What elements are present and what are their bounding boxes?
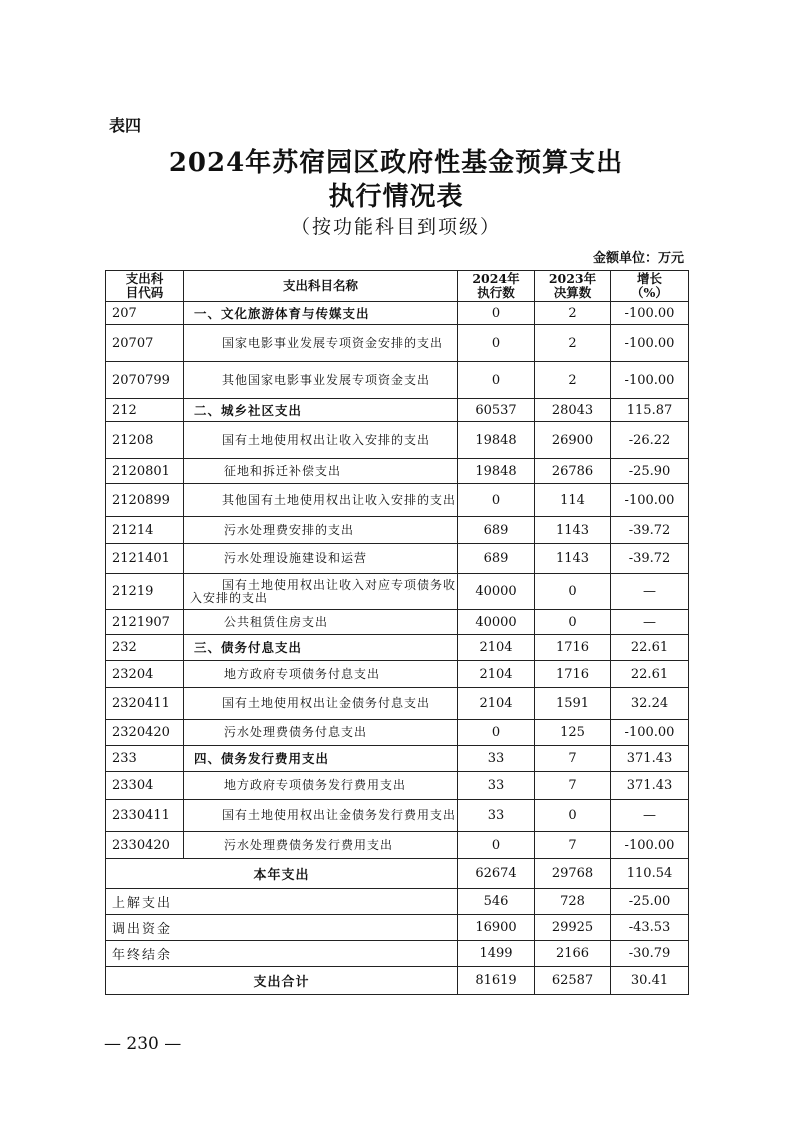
row-value-2024: 0 [458,484,535,517]
row-growth: 115.87 [611,399,689,422]
table-row [106,915,689,941]
row-value-2023: 2 [535,362,611,399]
row-growth: -100.00 [611,832,689,859]
row-growth: 22.61 [611,635,689,661]
row-value-2024: 40000 [458,574,535,610]
row-value-2023: 26900 [535,422,611,459]
table-row [106,362,689,399]
row-value-2023: 1591 [535,688,611,720]
header-2023: 2023年决算数 [535,271,611,302]
row-growth: -25.90 [611,459,689,484]
row-name: 其他国有土地使用权出让收入安排的支出 [184,484,458,517]
row-value-2024: 2104 [458,635,535,661]
row-name: 四、债务发行费用支出 [184,746,458,772]
row-code: 207 [106,302,184,325]
row-growth: -30.79 [611,941,689,967]
row-name: 污水处理设施建设和运营 [184,544,458,574]
row-value-2024: 689 [458,517,535,544]
table-header-row [106,271,689,302]
row-value-2024: 689 [458,544,535,574]
subtotal-value-2023: 29768 [535,859,611,889]
row-value-2024: 19848 [458,422,535,459]
row-growth: -25.00 [611,889,689,915]
row-value-2023: 0 [535,800,611,832]
row-value-2023: 125 [535,720,611,746]
header-growth: 增长（%） [611,271,689,302]
row-value-2023: 1143 [535,517,611,544]
row-name: 地方政府专项债务发行费用支出 [184,772,458,800]
row-name: 污水处理费安排的支出 [184,517,458,544]
row-value-2024: 19848 [458,459,535,484]
row-name: 一、文化旅游体育与传媒支出 [184,302,458,325]
row-growth: -39.72 [611,544,689,574]
row-value-2024: 0 [458,832,535,859]
row-code: 2120801 [106,459,184,484]
row-value-2024: 33 [458,800,535,832]
row-code: 21219 [106,574,184,610]
table-row [106,800,689,832]
table-row [106,610,689,635]
row-value-2024: 40000 [458,610,535,635]
row-code: 233 [106,746,184,772]
row-name: 三、债务付息支出 [184,635,458,661]
table-row [106,459,689,484]
row-value-2023: 28043 [535,399,611,422]
row-name: 国有土地使用权出让收入对应专项债务收入安排的支出 [184,574,458,610]
row-name: 国有土地使用权出让金债务付息支出 [184,688,458,720]
row-growth: 32.24 [611,688,689,720]
table-row [106,325,689,362]
row-code: 212 [106,399,184,422]
row-name: 国有土地使用权出让收入安排的支出 [184,422,458,459]
row-name: 国有土地使用权出让金债务发行费用支出 [184,800,458,832]
row-name: 国家电影事业发展专项资金安排的支出 [184,325,458,362]
page-title: 2024年苏宿园区政府性基金预算支出 [168,148,624,178]
row-value-2024: 0 [458,325,535,362]
table-row [106,484,689,517]
table-label: 表四 [109,116,142,135]
row-code: 23204 [106,661,184,688]
row-code: 21214 [106,517,184,544]
row-growth: — [611,800,689,832]
row-value-2024: 1499 [458,941,535,967]
row-growth: 371.43 [611,746,689,772]
subtotal-growth: 110.54 [611,859,689,889]
total-label: 支出合计 [106,967,458,995]
row-growth: 371.43 [611,772,689,800]
row-code: 2320420 [106,720,184,746]
row-value-2023: 2 [535,325,611,362]
row-growth: -100.00 [611,362,689,399]
page-number: — 230 — [104,1034,182,1054]
row-value-2024: 0 [458,362,535,399]
row-growth: — [611,610,689,635]
row-growth: — [611,574,689,610]
row-value-2023: 114 [535,484,611,517]
subtotal-row [106,859,689,889]
page-subtitle: （按功能科目到项级） [290,216,501,238]
row-code: 2330411 [106,800,184,832]
row-name: 征地和拆迁补偿支出 [184,459,458,484]
row-value-2023: 1716 [535,635,611,661]
row-growth: -39.72 [611,517,689,544]
row-name: 公共租赁住房支出 [184,610,458,635]
row-value-2023: 2 [535,302,611,325]
row-name: 地方政府专项债务付息支出 [184,661,458,688]
unit-label: 金额单位：万元 [592,251,684,266]
row-value-2024: 33 [458,772,535,800]
header-code: 支出科目代码 [106,271,184,302]
row-value-2024: 0 [458,720,535,746]
table-row [106,661,689,688]
row-name: 其他国家电影事业发展专项资金支出 [184,362,458,399]
row-code: 23304 [106,772,184,800]
table-row [106,422,689,459]
table-row [106,941,689,967]
total-value-2024: 81619 [458,967,535,995]
extra-row-label: 上解支出 [106,889,458,915]
row-growth: -100.00 [611,720,689,746]
row-value-2024: 2104 [458,688,535,720]
table-row [106,574,689,610]
table-row [106,302,689,325]
table-row [106,746,689,772]
total-row [106,967,689,995]
table-row [106,688,689,720]
row-value-2023: 7 [535,772,611,800]
total-value-2023: 62587 [535,967,611,995]
row-value-2023: 7 [535,832,611,859]
row-growth: -100.00 [611,302,689,325]
table-row [106,720,689,746]
row-code: 232 [106,635,184,661]
total-growth: 30.41 [611,967,689,995]
row-code: 20707 [106,325,184,362]
row-value-2023: 26786 [535,459,611,484]
row-code: 2121907 [106,610,184,635]
row-code: 21208 [106,422,184,459]
budget-table [105,270,689,995]
row-value-2023: 0 [535,574,611,610]
row-code: 2330420 [106,832,184,859]
row-value-2023: 1716 [535,661,611,688]
row-value-2023: 7 [535,746,611,772]
subtotal-label: 本年支出 [106,859,458,889]
row-value-2024: 546 [458,889,535,915]
page-title-line2: 执行情况表 [328,182,464,212]
row-growth: -43.53 [611,915,689,941]
row-name: 污水处理费债务付息支出 [184,720,458,746]
row-name: 二、城乡社区支出 [184,399,458,422]
row-value-2023: 1143 [535,544,611,574]
row-value-2024: 33 [458,746,535,772]
table-row [106,517,689,544]
row-value-2023: 0 [535,610,611,635]
row-value-2024: 16900 [458,915,535,941]
row-value-2024: 0 [458,302,535,325]
row-code: 2121401 [106,544,184,574]
extra-row-label: 调出资金 [106,915,458,941]
row-code: 2120899 [106,484,184,517]
row-value-2023: 29925 [535,915,611,941]
subtotal-value-2024: 62674 [458,859,535,889]
table-row [106,889,689,915]
header-name: 支出科目名称 [184,271,458,302]
table-row [106,544,689,574]
row-value-2023: 2166 [535,941,611,967]
row-value-2023: 728 [535,889,611,915]
row-growth: -26.22 [611,422,689,459]
row-growth: 22.61 [611,661,689,688]
row-code: 2320411 [106,688,184,720]
extra-row-label: 年终结余 [106,941,458,967]
table-row [106,772,689,800]
row-value-2024: 60537 [458,399,535,422]
table-row [106,635,689,661]
row-value-2024: 2104 [458,661,535,688]
row-growth: -100.00 [611,325,689,362]
table-row [106,832,689,859]
table-row [106,399,689,422]
header-2024: 2024年执行数 [458,271,535,302]
row-name: 污水处理费债务发行费用支出 [184,832,458,859]
row-code: 2070799 [106,362,184,399]
row-growth: -100.00 [611,484,689,517]
